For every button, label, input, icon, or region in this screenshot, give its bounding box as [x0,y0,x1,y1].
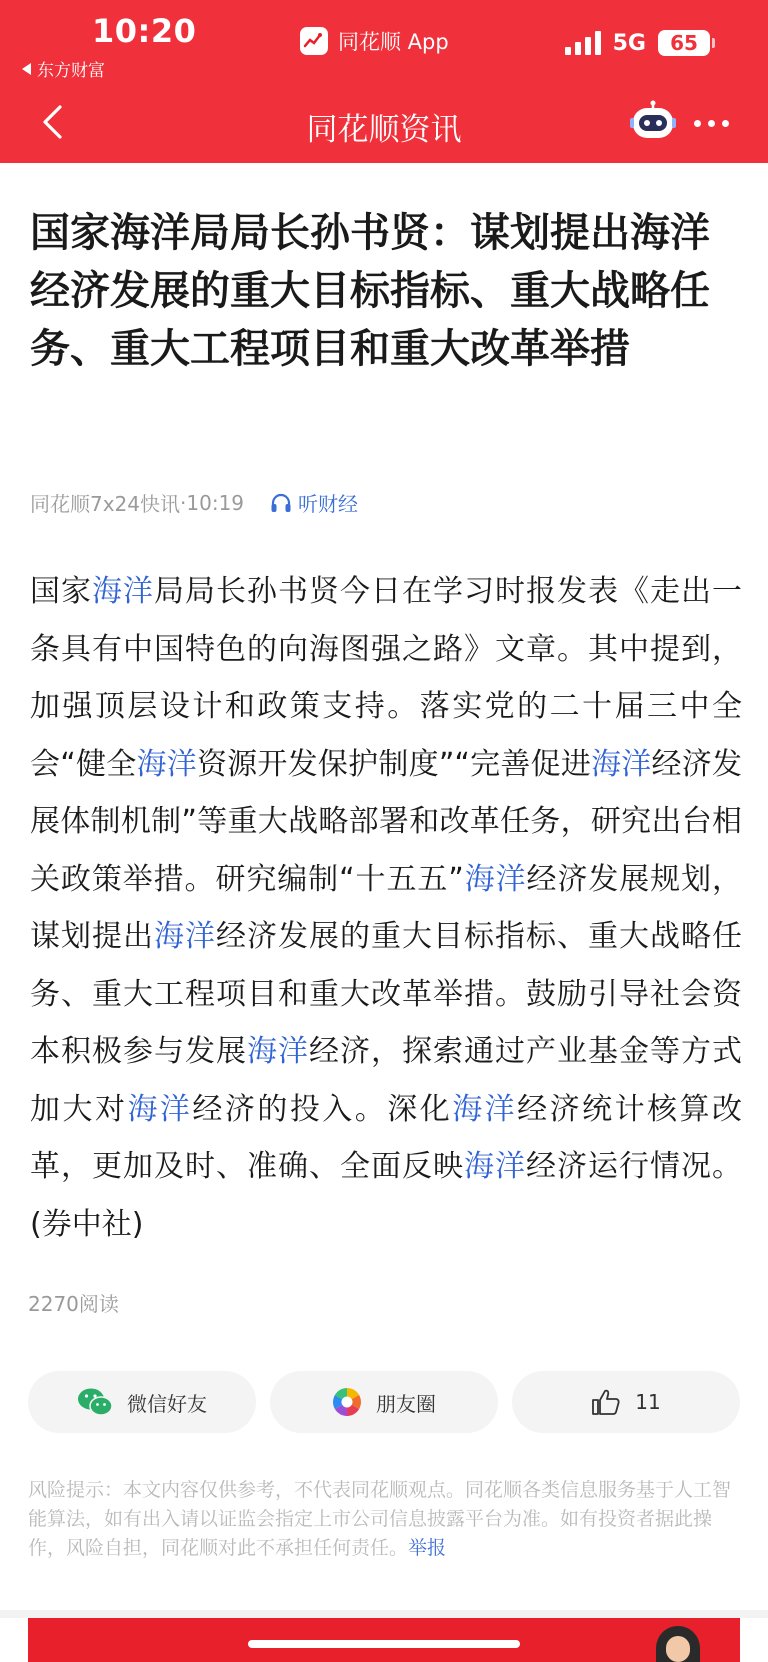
keyword-link[interactable]: 海洋 [452,1091,518,1127]
article-meta [30,488,358,517]
like-button[interactable] [512,1371,740,1433]
keyword-link[interactable]: 海洋 [464,1149,526,1184]
like-count: 11 [635,1390,661,1414]
app-header [0,0,768,163]
keyword-link[interactable]: 海洋 [247,1034,309,1069]
app-logo-icon [300,27,328,55]
status-time: 10:20 [92,12,197,50]
headphones-icon [270,493,292,513]
share-wechat-label: 微信好友 [127,1391,207,1416]
listen-label: 听财经 [298,492,359,516]
keyword-link[interactable]: 海洋 [136,746,197,782]
body-text-segment: 经济发展的重大目标指标、重大战略任务、重大工程项目和重大改革举措。鼓励引导社会资本积极参与发展 [30,919,742,1069]
robot-assistant-icon[interactable] [630,100,676,142]
back-triangle-icon [22,63,31,75]
section-divider [0,1610,768,1618]
body-text-segment: 经济的投入。深化 [192,1091,453,1127]
body-text-segment: 经济发展体制机制”等重大战略部署和改革任务，研究出台相关政策举措。研究编制“十五五” [30,746,743,897]
thumbs-up-icon [591,1388,621,1416]
more-icon[interactable] [694,120,729,127]
body-text-segment: 经济统计核算改革，更加及时、准确、全面反映 [30,1091,743,1184]
app-indicator [300,26,449,56]
keyword-link[interactable]: 海洋 [591,746,652,782]
back-to-app-link[interactable] [22,56,105,81]
status-indicators [565,30,710,56]
body-text-segment: 资源开发保护制度”“完善促进 [196,746,592,782]
body-text-segment: 局局长孙书贤今日在学习时报发表《走出一条具有中国特色的向海图强之路》文章。其中提到，加强顶层设计和政策支持。落实党的二十届三中全会“健全 [30,574,742,782]
share-wechat-button[interactable] [28,1371,256,1433]
wechat-icon [77,1387,113,1417]
body-text-segment: 国家 [30,574,92,609]
back-app-label: 东方财富 [37,61,105,81]
article-body [30,563,742,1253]
home-indicator[interactable] [248,1640,520,1648]
body-text-segment: 经济发展规划，谋划提出 [30,861,743,954]
app-name: 同花顺 App [338,30,449,54]
listen-button[interactable] [270,488,358,517]
share-moments-button[interactable] [270,1371,498,1433]
banner-person-image [656,1626,700,1662]
keyword-link[interactable]: 海洋 [92,574,154,609]
keyword-link[interactable]: 海洋 [127,1091,193,1127]
nav-title: 同花顺资讯 [306,112,462,148]
article-time: 10:19 [186,490,245,515]
meta-separator: · [180,490,187,515]
share-moments-label: 朋友圈 [376,1391,436,1416]
body-text-segment: 经济，探索通过产业基金等方式加大对 [30,1034,742,1127]
risk-text: 风险提示：本文内容仅供参考，不代表同花顺观点。同花顺各类信息服务基于人工智能算法，如有出入请以证监会指定上市公司信息披露平台为准。如有投资者据此操作，风险自担，同花顺对此不承担任何责任。 [28,1479,732,1559]
signal-icon [565,31,601,55]
battery-icon: 65 [658,30,710,56]
body-text-segment: 经济运行情况。(券中社) [30,1149,742,1242]
keyword-link[interactable]: 海洋 [154,919,216,954]
keyword-link[interactable]: 海洋 [463,861,527,897]
moments-icon [332,1387,362,1417]
read-count: 2270阅读 [28,1292,119,1316]
network-type: 5G [612,30,646,56]
risk-disclaimer [28,1476,740,1563]
article-source: 同花顺7x24快讯 [30,492,181,516]
report-link[interactable]: 举报 [408,1537,447,1559]
article-title: 国家海洋局局长孙书贤：谋划提出海洋经济发展的重大目标指标、重大战略任务、重大工程项目和重大改革举措 [30,210,710,372]
